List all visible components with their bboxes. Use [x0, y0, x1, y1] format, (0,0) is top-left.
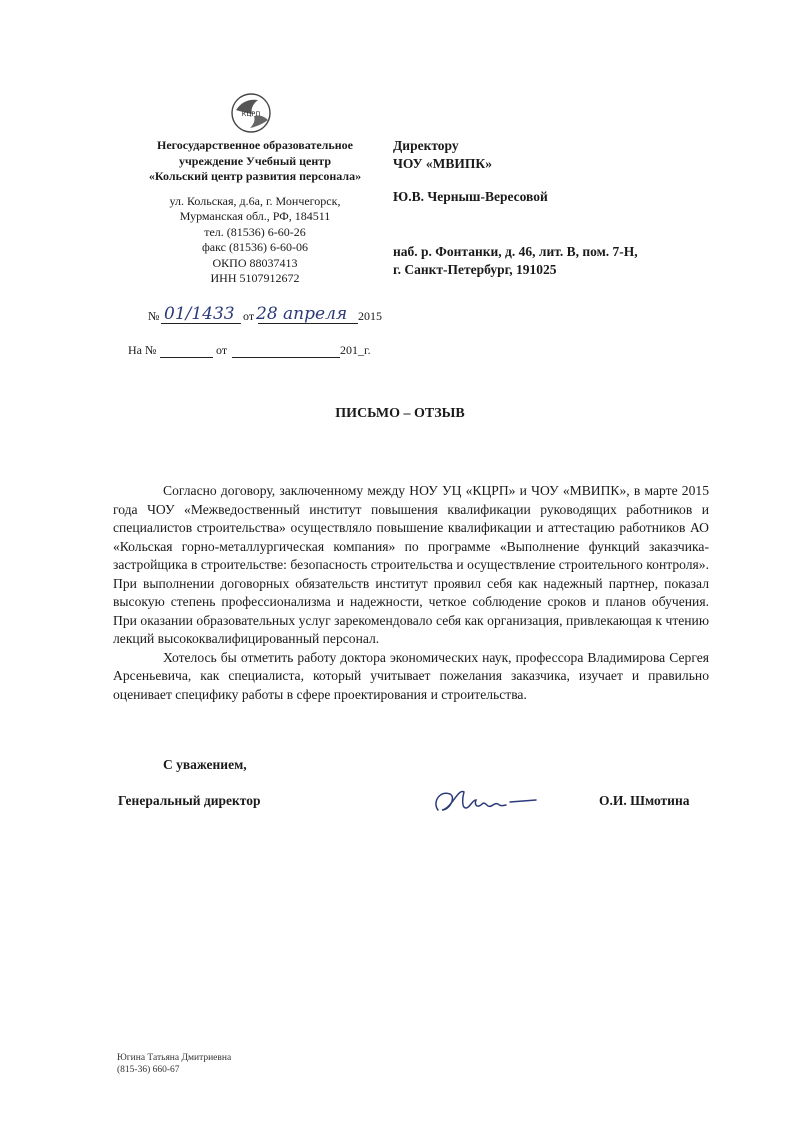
outgoing-number-row	[148, 302, 388, 328]
footer-contact-name: Югина Татьяна Дмитриевна	[117, 1053, 232, 1063]
outgoing-year: 2015	[358, 309, 382, 323]
footer-contact	[117, 1052, 231, 1076]
recipient-org: ЧОУ «МВИПК»	[393, 156, 492, 171]
sender-org-line: учреждение Учебный центр	[179, 153, 331, 168]
sender-org-line: Негосударственное образовательное	[157, 138, 353, 152]
org-logo	[228, 90, 274, 136]
recipient-city: г. Санкт-Петербург, 191025	[393, 262, 557, 277]
recipient-position: Директору	[393, 138, 459, 153]
sender-address	[135, 194, 375, 287]
handwritten-signature	[428, 780, 548, 820]
date-from-label: от	[243, 309, 255, 323]
reply-year: 201_г.	[340, 343, 371, 357]
recipient-block	[393, 137, 638, 279]
sender-block	[135, 138, 375, 287]
recipient-address-line: наб. р. Фонтанки, д. 46, лит. В, пом. 7-Н,	[393, 244, 638, 259]
sender-inn: ИНН 5107912672	[210, 271, 300, 285]
reply-number-underline	[160, 343, 213, 358]
sender-phone: тел. (81536) 6-60-26	[204, 224, 306, 239]
reply-number-label: На №	[128, 343, 157, 357]
closing-regards: С уважением,	[163, 757, 247, 772]
body-paragraph: Хотелось бы отметить работу доктора экономических наук, профессора Владимирова Сергея Арсеньевича, как специалиста, который учитывает пожелания заказчика, изучает и правильно оценивает специфику работы в сфере проектирования и строительства.	[113, 649, 709, 702]
signer-position: Генеральный директор	[118, 793, 261, 808]
body-paragraph: Согласно договору, заключенному между НОУ УЦ «КЦРП» и ЧОУ «МВИПК», в марте 2015 года ЧОУ «Межведоственный институт повышения квалификации руководящих работников и специалистов строительства» осуществляло повышение квалификации и аттестацию работников АО «Кольская горно-металлургическая компания» по программе «Выполнение функций заказчика-застройщика в строительстве: безопасность строительства и осуществление строительного контроля». При выполнении договорных обязательств институт проявил себя как надежный партнер, показал высокую степень профессионализма и надежности, четкое соблюдение сроков и планов обучения. При оказании образовательных услуг зарекомендовало себя как организация, привлекающая к чтению лекций высококвалифицированный персонал.	[113, 483, 709, 646]
sender-okpo: ОКПО 88037413	[212, 255, 298, 270]
letter-title: ПИСЬМО – ОТЗЫВ	[335, 406, 465, 421]
sender-address-line: ул. Кольская, д.6а, г. Мончегорск,	[169, 193, 341, 208]
reply-reference-row	[128, 342, 388, 360]
sender-address-line: Мурманская обл., РФ, 184511	[179, 209, 331, 223]
footer-contact-phone: (815-36) 660-67	[117, 1065, 180, 1075]
reply-from-label: от	[216, 343, 228, 357]
reply-date-underline	[232, 343, 340, 358]
letter-body	[113, 482, 709, 704]
recipient-name: Ю.В. Черныш-Вересовой	[393, 189, 548, 204]
sender-org-line: «Кольский центр развития персонала»	[148, 169, 362, 183]
sender-fax: факс (81536) 6-60-06	[202, 240, 308, 254]
handwritten-number: 01/1433	[164, 304, 235, 324]
signer-name: О.И. Шмотина	[599, 793, 690, 808]
number-label: №	[148, 309, 160, 323]
handwritten-date: 28 апреля	[256, 304, 348, 324]
sender-org-name	[135, 138, 375, 185]
svg-text:КЦРП: КЦРП	[241, 110, 261, 118]
